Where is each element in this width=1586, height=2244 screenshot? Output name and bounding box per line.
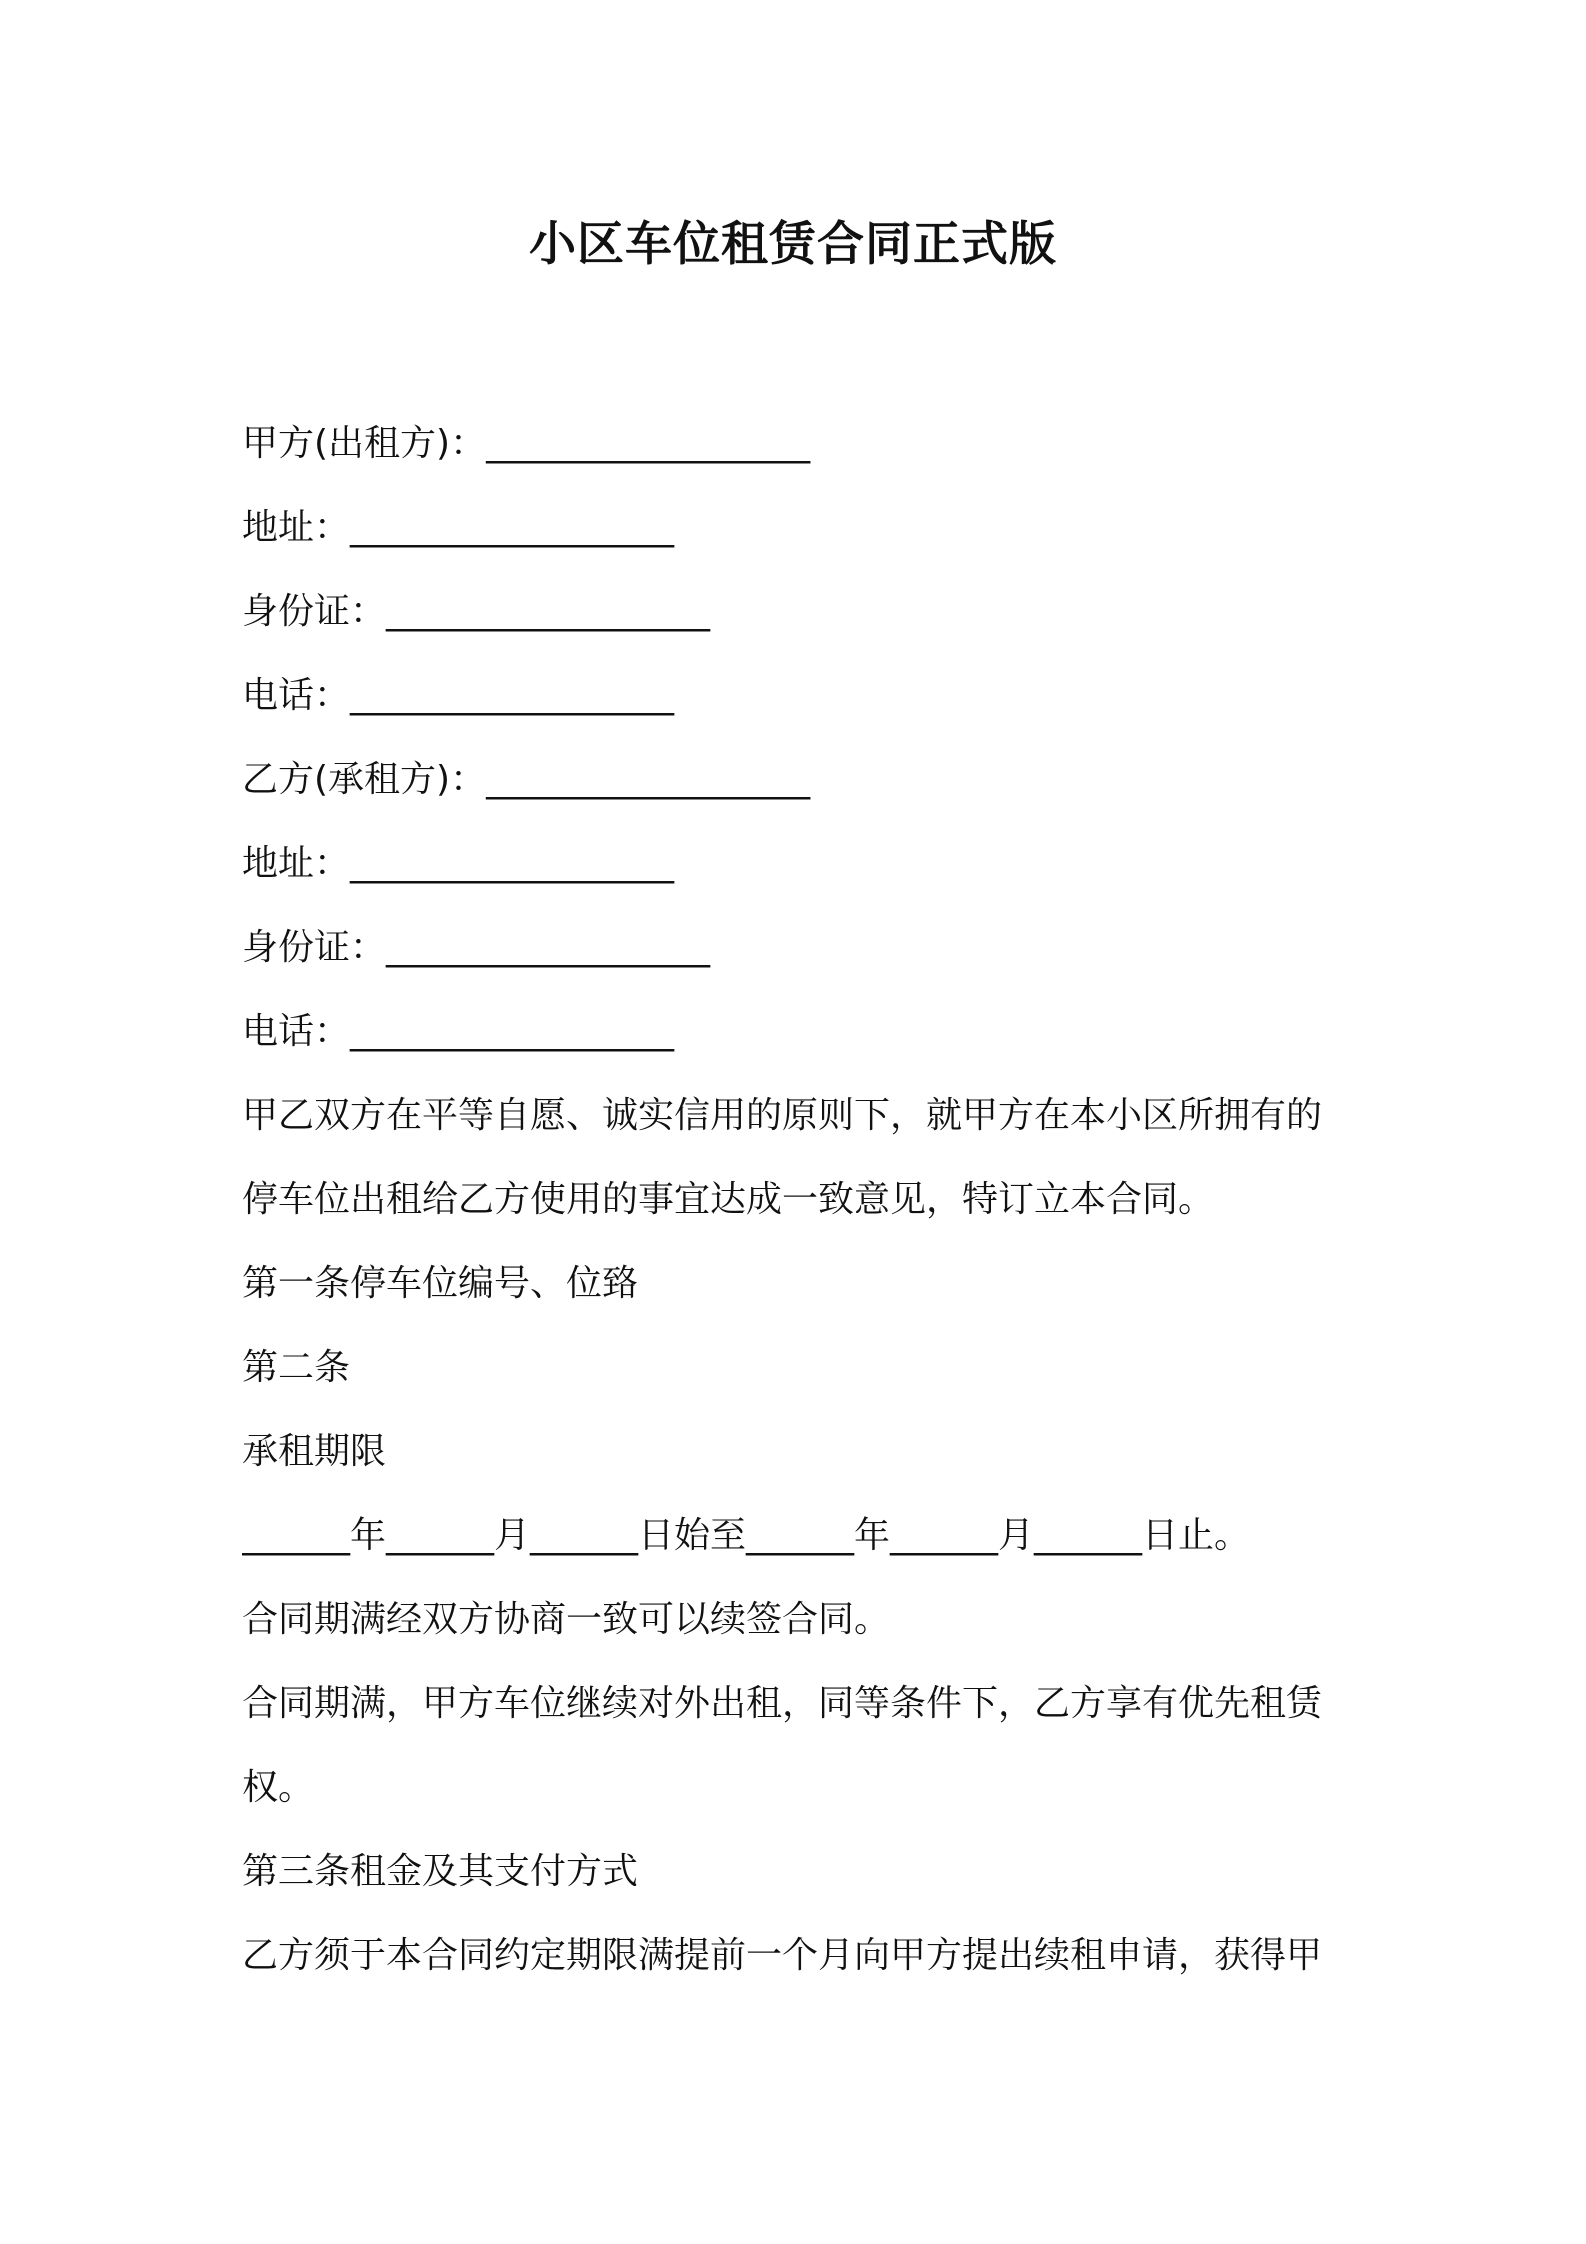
party-b-name-line: 乙方(承租方)：__________________	[242, 759, 811, 800]
article-3-heading: 第三条租金及其支付方式	[242, 1851, 639, 1892]
lease-term-dates-line: ______年______月______日始至______年______月______日止。	[242, 1515, 1251, 1556]
priority-lease-line-2: 权。	[242, 1767, 315, 1808]
document-title: 小区车位租赁合同正式版	[529, 217, 1057, 272]
document-body	[242, 402, 1364, 1998]
party-b-address-line: 地址：__________________	[242, 843, 675, 884]
priority-lease-line-1: 合同期满，甲方车位继续对外出租，同等条件下，乙方享有优先租赁	[242, 1683, 1323, 1724]
renewal-clause-line: 合同期满经双方协商一致可以续签合同。	[242, 1599, 891, 1640]
article-1-heading: 第一条停车位编号、位臵	[242, 1263, 639, 1304]
preamble-line-2: 停车位出租给乙方使用的事宜达成一致意见，特订立本合同。	[242, 1179, 1215, 1220]
party-b-phone-line: 电话：__________________	[242, 1011, 675, 1052]
preamble-line-1: 甲乙双方在平等自愿、诚实信用的原则下，就甲方在本小区所拥有的	[242, 1095, 1323, 1136]
party-b-id-line: 身份证：__________________	[242, 927, 711, 968]
party-a-id-line: 身份证：__________________	[242, 591, 711, 632]
article-2-heading: 第二条	[242, 1347, 351, 1388]
party-a-address-line: 地址：__________________	[242, 507, 675, 548]
lease-term-label: 承租期限	[242, 1431, 387, 1472]
renewal-application-line: 乙方须于本合同约定期限满提前一个月向甲方提出续租申请，获得甲	[242, 1935, 1323, 1976]
party-a-phone-line: 电话：__________________	[242, 675, 675, 716]
party-a-name-line: 甲方(出租方)：__________________	[242, 423, 811, 464]
